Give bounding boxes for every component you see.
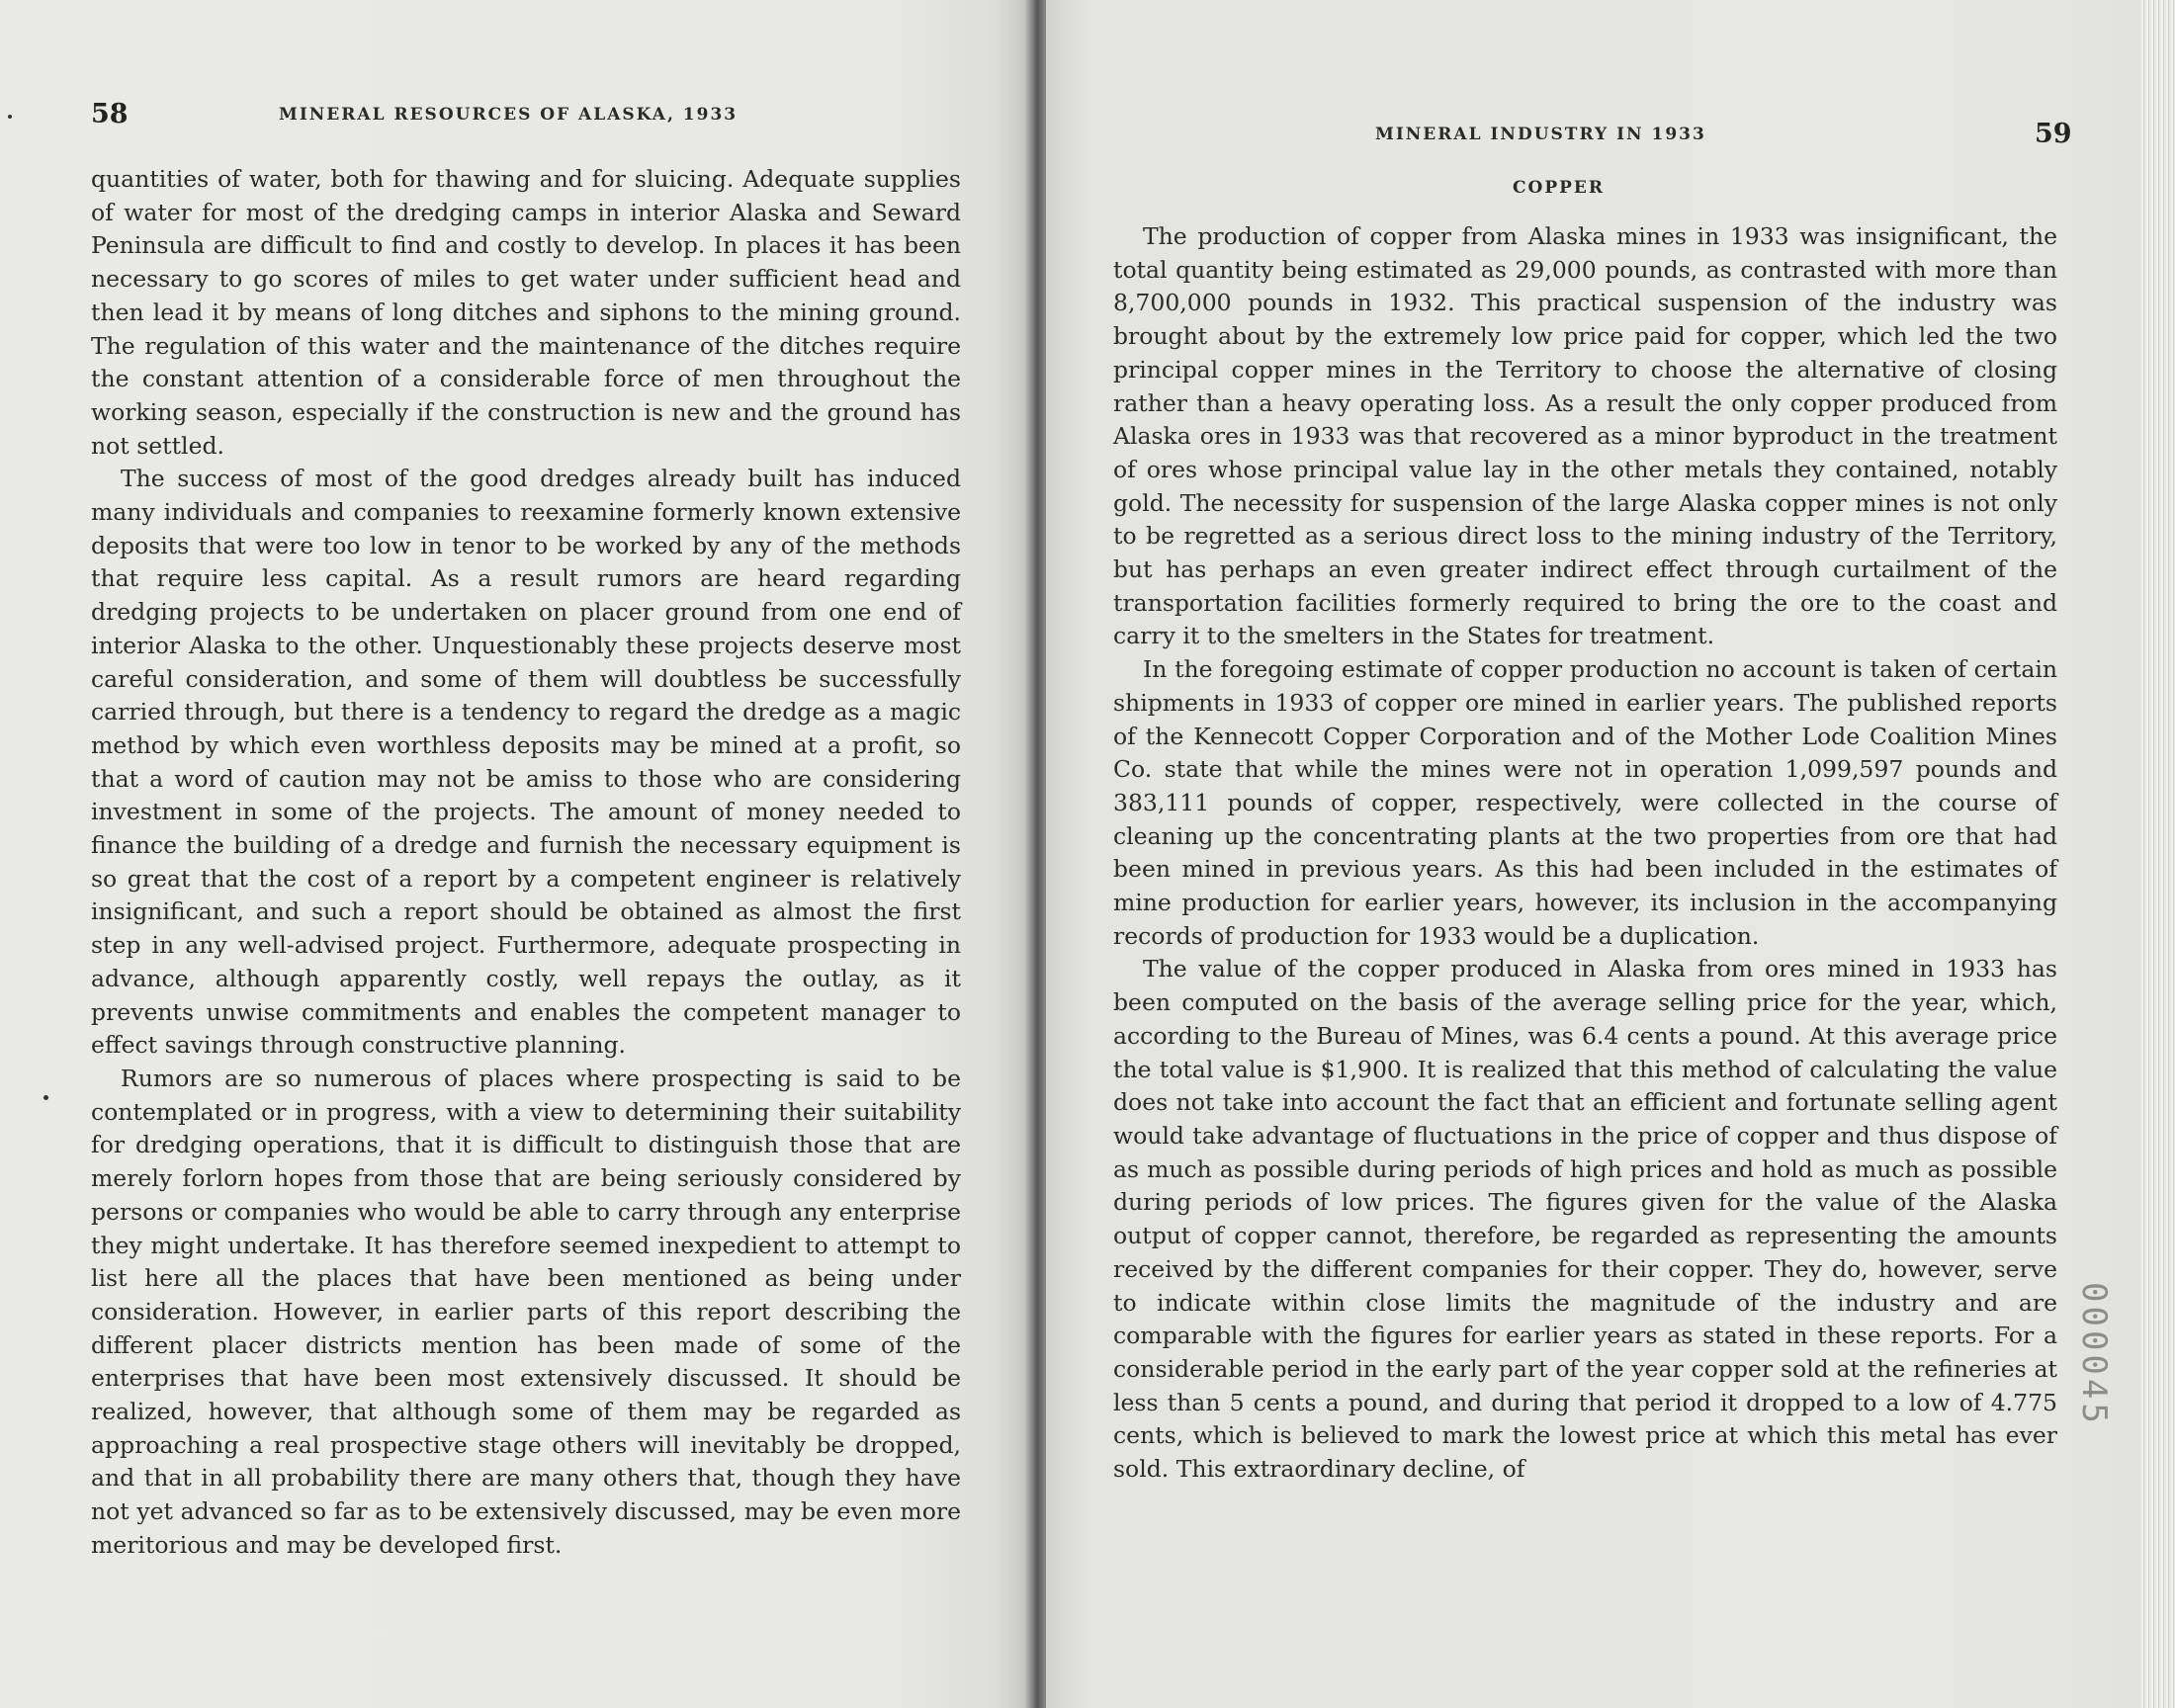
- left-text-block: [91, 163, 961, 1563]
- section-title-copper: COPPER: [1513, 178, 1605, 198]
- running-head-right: MINERAL INDUSTRY IN 1933: [1375, 125, 1706, 144]
- running-head-left: MINERAL RESOURCES OF ALASKA, 1933: [279, 105, 739, 125]
- scan-speck: [8, 115, 12, 119]
- paragraph: Rumors are so numerous of places where prospecting is said to be contemplated or in progress, with a view to determining their suitability for dredging operations, that it is difficult to distinguish those that are merely forlorn hopes from those that are being seriously considered by persons or companies who would be able to carry through any enterprise they might undertake. It has therefore seemed inexpedient to attempt to list here all the places that have been mentioned as being under consideration. However, in earlier parts of this report describing the different placer districts mention has been made of some of the enterprises that have been most extensively discussed. It should be realized, however, that although some of them may be regarded as approaching a real prospective stage others will inevitably be dropped, and that in all probability there are many others that, though they have not yet advanced so far as to be extensively discussed, may be even more meritorious and may be developed first.: [91, 1064, 961, 1559]
- page-number-left: 58: [91, 99, 129, 129]
- paragraph: The success of most of the good dredges already built has induced many individuals and companies to reexamine formerly known extensive deposits that were too low in tenor to be worked by any of the methods that require less capital. As a result rumors are heard regarding dredging projects to be undertaken on placer ground from one end of interior Alaska to the other. Unquestionably these projects deserve most careful consideration, and some of them will doubtless be successfully carried through, but there is a tendency to regard the dredge as a magic method by which even worthless deposits may be mined at a profit, so that a word of caution may not be amiss to those who are considering investment in some of the projects. The amount of money needed to finance the building of a dredge and furnish the necessary equipment is so great that the cost of a report by a competent engineer is relatively insignificant, and such a report should be obtained as almost the first step in any well-advised project. Furthermore, adequate prospecting in advance, although apparently costly, well repays the outlay, as it prevents unwise commitments and enables the competent manager to effect savings through constructive planning.: [91, 465, 961, 1060]
- page-edges: [2141, 0, 2175, 1708]
- scan-speck: [44, 1095, 48, 1100]
- left-page: [0, 0, 1038, 1708]
- paragraph: In the foregoing estimate of copper production no account is taken of certain shipments in 1933 of copper ore mined in earlier years. The published reports of the Kennecott Copper Corporation and of the Mother Lode Coalition Mines Co. state that while the mines were not in operation 1,099,597 pounds and 383,111 pounds of copper, respectively, were collected in the course of cleaning up the concentrating plants at the two properties from ore that had been mined in previous years. As this had been included in the estimates of mine production for earlier years, however, its inclusion in the accompanying records of production for 1933 would be a duplication.: [1113, 655, 2057, 950]
- book-gutter: [1024, 0, 1048, 1708]
- paragraph: The value of the copper produced in Alaska from ores mined in 1933 has been computed on the basis of the average selling price for the year, which, according to the Bureau of Mines, was 6.4 cents a pound. At this average price the total value is $1,900. It is realized that this method of calculating the value does not take into account the fact that an efficient and fortunate selling agent would take advantage of fluctuations in the price of copper and thus dispose of as much as possible during periods of high prices and hold as much as possible during periods of low prices. The figures given for the value of the Alaska output of copper cannot, therefore, be regarded as representing the amounts received by the different companies for their copper. They do, however, serve to indicate within close limits the magnitude of the industry and are comparable with the figures for earlier years as stated in these reports. For a considerable period in the early part of the year copper sold at the refineries at less than 5 cents a pound, and during that period it dropped to a low of 4.775 cents, which is believed to mark the lowest price at which this metal has ever sold. This extraordinary decline, of: [1113, 955, 2057, 1484]
- paragraph: quantities of water, both for thawing and for sluicing. Adequate supplies of water for most of the dredging camps in interior Alaska and Seward Peninsula are difficult to find and costly to develop. In places it has been necessary to go scores of miles to get water under sufficient head and then lead it by means of long ditches and siphons to the mining ground. The regulation of this water and the maintenance of the ditches require the constant attention of a considerable force of men throughout the working season, especially if the construction is new and the ground has not settled.: [91, 165, 961, 460]
- right-page: [1046, 0, 2141, 1708]
- right-text-block: [1113, 220, 2057, 1487]
- page-number-right: 59: [2035, 119, 2072, 149]
- margin-stamp-number: 000045: [2074, 1281, 2114, 1427]
- paragraph: The production of copper from Alaska mines in 1933 was insignificant, the total quantity being estimated as 29,000 pounds, as contrasted with more than 8,700,000 pounds in 1932. This practical suspension of the industry was brought about by the extremely low price paid for copper, which led the two principal copper mines in the Territory to choose the alternative of closing rather than a heavy operating loss. As a result the only copper produced from Alaska ores in 1933 was that recovered as a minor byproduct in the treatment of ores whose principal value lay in the other metals they contained, notably gold. The necessity for suspension of the large Alaska copper mines is not only to be regretted as a serious direct loss to the mining industry of the Territory, but has perhaps an even greater indirect effect through curtailment of the transportation facilities formerly required to bring the ore to the coast and carry it to the smelters in the States for treatment.: [1113, 222, 2057, 650]
